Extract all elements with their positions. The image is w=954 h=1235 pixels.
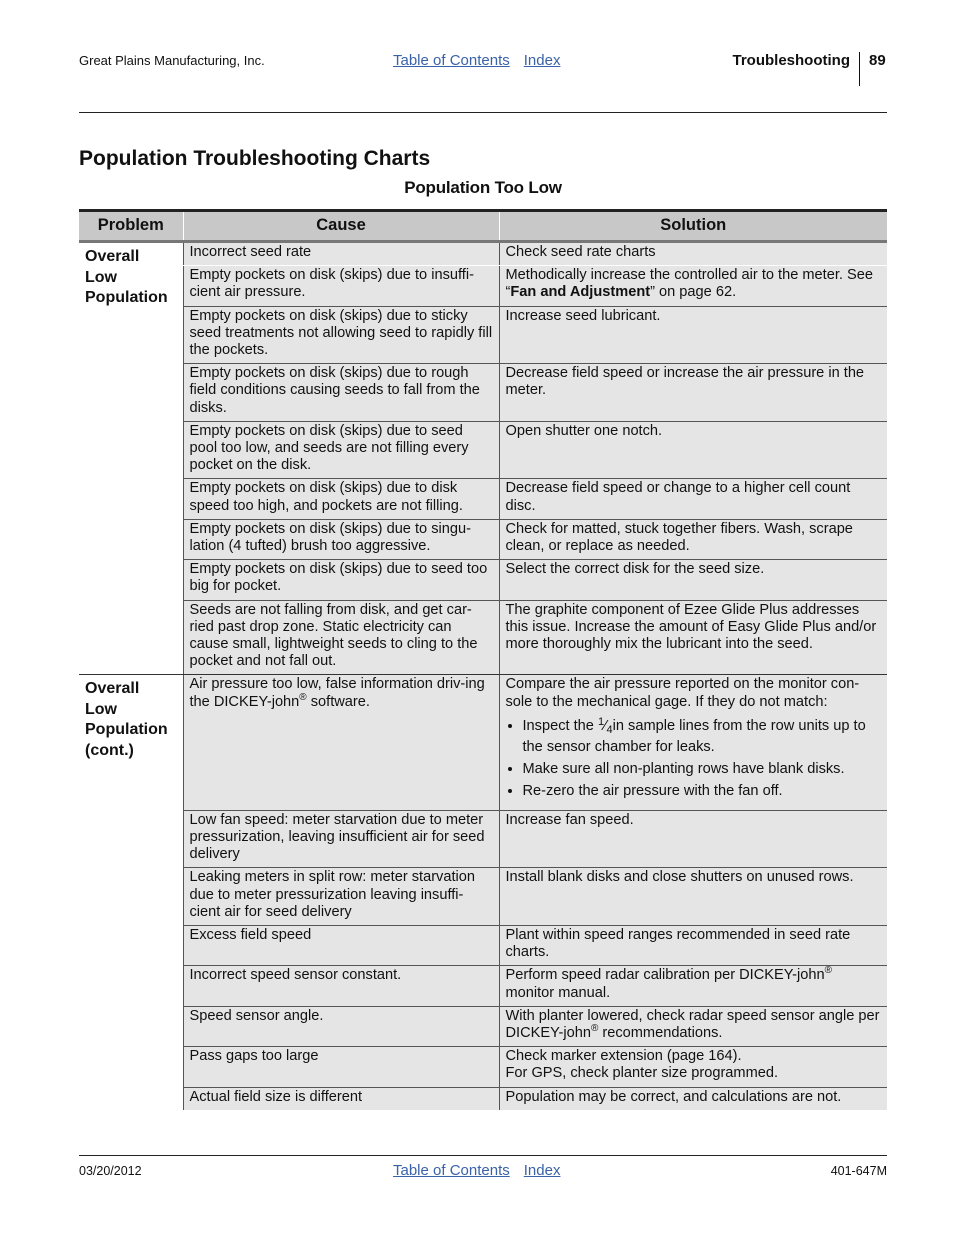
- company-name: Great Plains Manufacturing, Inc.: [79, 53, 265, 68]
- registered-mark: ®: [590, 1023, 599, 1035]
- cause-cell: Actual field size is different: [183, 1087, 499, 1110]
- solution-bullet-list: [506, 714, 882, 801]
- solution-cell: Population may be correct, and calculations are not.: [499, 1087, 887, 1110]
- table-row: [79, 560, 887, 600]
- toc-link[interactable]: Table of Contents: [393, 1162, 510, 1179]
- cause-cell: Empty pockets on disk (skips) due to rough field conditions causing seeds to fall from the disks.: [183, 364, 499, 422]
- page-title: Population Troubleshooting Charts: [79, 147, 431, 170]
- table-row: [79, 266, 887, 306]
- index-link[interactable]: Index: [523, 52, 561, 69]
- table-row: [79, 1006, 887, 1046]
- solution-cell: The graphite component of Ezee Glide Plus addresses this issue. Increase the amount of Easy Glide Plus and/or more thoroughly mix the lubricant into the seed.: [499, 600, 887, 675]
- table-row: [79, 306, 887, 364]
- table-row: [79, 479, 887, 519]
- cause-cell: Incorrect seed rate: [183, 242, 499, 266]
- table-title: Population Too Low: [404, 178, 562, 197]
- header-links: [393, 52, 574, 69]
- index-link[interactable]: Index: [523, 1162, 561, 1179]
- solution-cell: Check marker extension (page 164). For GPS, check planter size programmed.: [499, 1047, 887, 1087]
- table-row: [79, 421, 887, 479]
- solution-cell: Plant within speed ranges recommended in seed rate charts.: [499, 925, 887, 965]
- solution-cell: Increase seed lubricant.: [499, 306, 887, 364]
- list-item: • Make sure all non-planting rows have blank disks.: [523, 761, 882, 778]
- problem-cell: Overall Low Population (cont.): [79, 675, 183, 1110]
- table-row: [79, 925, 887, 965]
- cause-cell: Excess field speed: [183, 925, 499, 965]
- problem-cell: Overall Low Population: [79, 242, 183, 675]
- table-row: [79, 868, 887, 926]
- table-row: [79, 600, 887, 675]
- table-row: [79, 1087, 887, 1110]
- solution-cell: With planter lowered, check radar speed sensor angle per DICKEY-john® recommendations.: [499, 1006, 887, 1046]
- solution-cell: Increase fan speed.: [499, 810, 887, 868]
- registered-mark: ®: [299, 691, 307, 703]
- cause-cell: Air pressure too low, false information driv-ing the DICKEY-john® software.: [183, 675, 499, 810]
- solution-cell: Select the correct disk for the seed size.: [499, 560, 887, 600]
- footer-date: 03/20/2012: [79, 1164, 142, 1178]
- troubleshooting-table: [79, 209, 887, 1110]
- solution-cell: Check seed rate charts: [499, 242, 887, 266]
- section-name: Troubleshooting: [732, 52, 850, 69]
- list-item: • Inspect the $^1⁄_4in$ sample lines from the row units up to the sensor chamber for leaks.: [523, 714, 882, 756]
- cause-cell: Empty pockets on disk (skips) due to seed too big for pocket.: [183, 560, 499, 600]
- document-code: 401-647M: [830, 1164, 887, 1178]
- table-row: [79, 1047, 887, 1087]
- page-number: 89: [869, 52, 886, 69]
- cause-cell: Seeds are not falling from disk, and get car-ried past drop zone. Static electricity can cause small, lightweight seeds to cling to the pocket and not fall out.: [183, 600, 499, 675]
- column-header-solution: Solution: [499, 211, 887, 242]
- cause-cell: Speed sensor angle.: [183, 1006, 499, 1046]
- solution-cell: Check for matted, stuck together fibers. Wash, scrape clean, or replace as needed.: [499, 519, 887, 559]
- header-divider: [859, 52, 860, 86]
- table-header-row: [79, 211, 887, 242]
- solution-cell: Decrease field speed or change to a higher cell count disc.: [499, 479, 887, 519]
- solution-cell: Compare the air pressure reported on the monitor con-sole to the mechanical gage. If they do not match: • Inspect the $^1⁄_4in$ sample lines from the row units up to the sensor chamber for leaks. • Make sure all non-planting rows have blank disks. • Re-zero the air pressure with the fan off.: [499, 675, 887, 810]
- table-row: [79, 810, 887, 868]
- cause-cell: Empty pockets on disk (skips) due to disk speed too high, and pockets are not filling.: [183, 479, 499, 519]
- solution-cell: Perform speed radar calibration per DICKEY-john® monitor manual.: [499, 966, 887, 1006]
- cause-cell: Leaking meters in split row: meter starvation due to meter pressurization leaving insuffi-cient air for seed delivery: [183, 868, 499, 926]
- table-row: [79, 966, 887, 1006]
- registered-mark: ®: [824, 965, 832, 977]
- footer-links: [393, 1162, 574, 1179]
- list-item: • Re-zero the air pressure with the fan off.: [523, 783, 882, 800]
- cause-cell: Empty pockets on disk (skips) due to insuffi-cient air pressure.: [183, 266, 499, 306]
- table-row: [79, 242, 887, 266]
- table-row: [79, 519, 887, 559]
- cause-cell: Empty pockets on disk (skips) due to sticky seed treatments not allowing seed to rapidly fill the pockets.: [183, 306, 499, 364]
- solution-cell: Methodically increase the controlled air to the meter. See “Fan and Adjustment” on page 62.: [499, 266, 887, 306]
- solution-cell: Install blank disks and close shutters on unused rows.: [499, 868, 887, 926]
- cause-cell: Low fan speed: meter starvation due to meter pressurization, leaving insufficient air for seed delivery: [183, 810, 499, 868]
- solution-cell: Decrease field speed or increase the air pressure in the meter.: [499, 364, 887, 422]
- cause-cell: Empty pockets on disk (skips) due to singu-lation (4 tufted) brush too aggressive.: [183, 519, 499, 559]
- table-row: [79, 364, 887, 422]
- toc-link[interactable]: Table of Contents: [393, 52, 510, 69]
- header-rule: [79, 112, 887, 113]
- solution-cell: Open shutter one notch.: [499, 421, 887, 479]
- table-row: [79, 675, 887, 810]
- cause-cell: Incorrect speed sensor constant.: [183, 966, 499, 1006]
- cause-cell: Pass gaps too large: [183, 1047, 499, 1087]
- column-header-problem: Problem: [79, 211, 183, 242]
- footer-rule: [79, 1155, 887, 1156]
- cause-cell: Empty pockets on disk (skips) due to seed pool too low, and seeds are not filling every pocket on the disk.: [183, 421, 499, 479]
- cross-reference: Fan and Adjustment: [510, 284, 651, 301]
- column-header-cause: Cause: [183, 211, 499, 242]
